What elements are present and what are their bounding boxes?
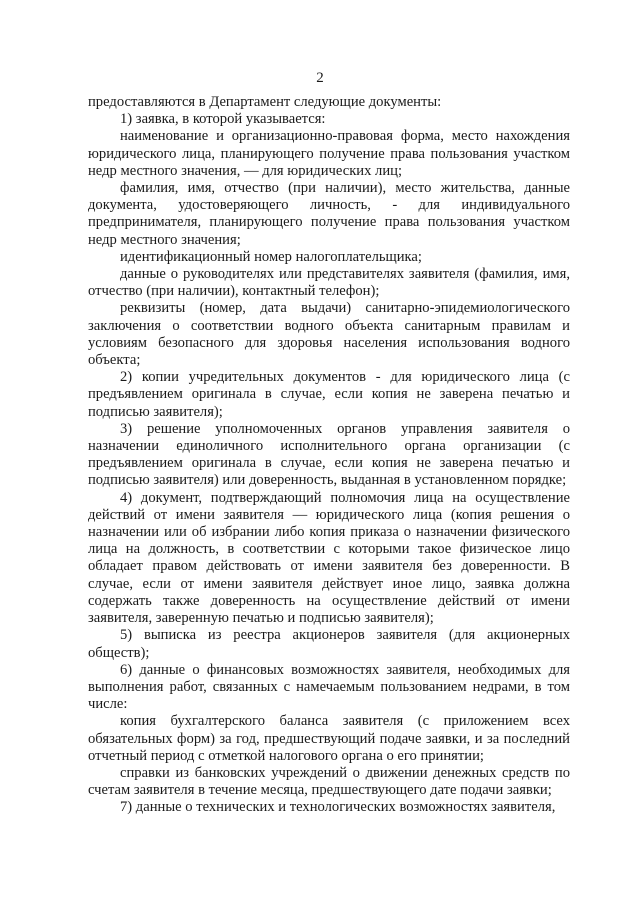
paragraph: 7) данные о технических и технологических возможностях заявителя, xyxy=(120,799,556,816)
paragraph: копия бухгалтерского баланса заявителя (с приложением всех обязательных форм) за год, предшествующий подаче заявки, и за последний отчетный период с отметкой налогового органа о его принятии; xyxy=(88,713,570,764)
paragraph: 6) данные о финансовых возможностях заявителя, необходимых для выполнения работ, связанных с намечаемым пользованием недрами, в том числе: xyxy=(88,661,570,713)
paragraph: наименование и организационно-правовая форма, место нахождения юридического лица, планирующего получение права пользования участком недр местного значения, — для юридических лиц; xyxy=(88,128,570,179)
paragraph: фамилия, имя, отчество (при наличии), место жительства, данные документа, удостоверяющего личность, - для индивидуального предпринимателя, планирующего получение права пользования участком недр местного значения; xyxy=(88,180,570,248)
paragraph: данные о руководителях или представителях заявителя (фамилия, имя, отчество (при наличии), контактный телефон); xyxy=(88,266,570,300)
paragraph: 5) выписка из реестра акционеров заявителя (для акционерных обществ); xyxy=(88,627,570,661)
paragraph: предоставляются в Департамент следующие документы: xyxy=(88,94,442,110)
page-number: 2 xyxy=(316,70,324,86)
paragraph: реквизиты (номер, дата выдачи) санитарно-эпидемиологического заключения о соответствии водного объекта санитарным правилам и условиям безопасного для здоровья населения использования водного объекта; xyxy=(88,300,570,369)
paragraph: справки из банковских учреждений о движении денежных средств по счетам заявителя в течение месяца, предшествующего дате подачи заявки; xyxy=(88,764,570,799)
paragraph: 2) копии учредительных документов - для юридического лица (с предъявлением оригинала в случае, если копия не заверена печатью и подписью заявителя); xyxy=(88,369,570,420)
paragraph: 3) решение уполномоченных органов управления заявителя о назначении единоличного исполнительного органа организации (с предъявлением оригинала в случае, если копия не заверена печатью и подписью заявителя) или доверенность, выданная в установленном порядке; xyxy=(88,420,570,489)
paragraph: 1) заявка, в которой указывается: xyxy=(120,111,326,128)
paragraph: 4) документ, подтверждающий полномочия лица на осуществление действий от имени заявителя — юридического лица (копия решения о назначении или об избрании либо копия приказа о назначении физического лица на должность, в соответствии с которыми такое физическое лицо обладает правом действовать от имени заявителя без доверенности. В случае, если от имени заявителя действует иное лицо, заявка должна содержать также доверенность на осуществление действий от имени заявителя, заверенную печатью и подписью заявителя); xyxy=(88,489,570,627)
paragraph: идентификационный номер налогоплательщика; xyxy=(120,248,422,265)
document-body xyxy=(88,94,570,817)
